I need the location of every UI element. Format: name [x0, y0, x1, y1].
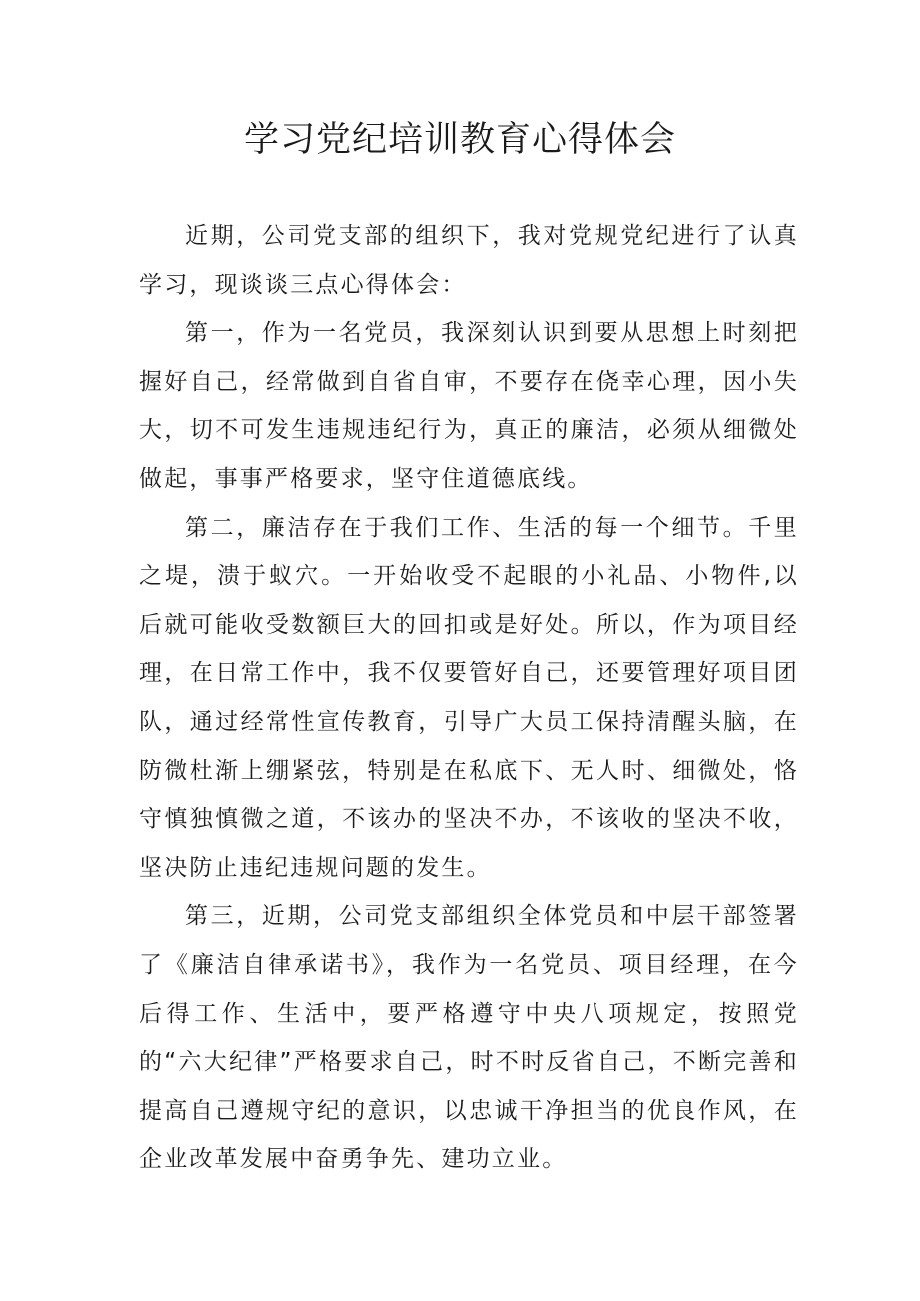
- paragraph-first-point: 第一，作为一名党员，我深刻认识到要从思想上时刻把握好自己，经常做到自省自审，不要存在侥幸心理，因小失大，切不可发生违规违纪行为，真正的廉洁，必须从细微处做起，事事严格要求，坚守住道德底线。: [139, 320, 799, 492]
- paragraph-second-point: 第二，廉洁存在于我们工作、生活的每一个细节。千里之堤，溃于蚁穴。一开始收受不起眼的小礼品、小物件,以后就可能收受数额巨大的回扣或是好处。所以，作为项目经理，在日常工作中，我不仅要管好自己，还要管理好项目团队，通过经常性宣传教育，引导广大员工保持清醒头脑，在防微杜渐上绷紧弦，特别是在私底下、无人时、细微处，恪守慎独慎微之道，不该办的坚决不办，不该收的坚决不收，坚决防止违纪违规问题的发生。: [139, 514, 799, 881]
- paragraph-intro: 近期，公司党支部的组织下，我对党规党纪进行了认真学习，现谈谈三点心得体会：: [139, 223, 799, 298]
- document-title: 学习党纪培训教育心得体会: [243, 120, 676, 160]
- document-body: [139, 212, 799, 1184]
- paragraph-third-point: 第三，近期，公司党支部组织全体党员和中层干部签署了《廉洁自律承诺书》，我作为一名党员、项目经理，在今后得工作、生活中，要严格遵守中央八项规定，按照党的“六大纪律”严格要求自己，时不时反省自己，不断完善和提高自己遵规守纪的意识，以忠诚干净担当的优良作风，在企业改革发展中奋勇争先、建功立业。: [139, 903, 799, 1173]
